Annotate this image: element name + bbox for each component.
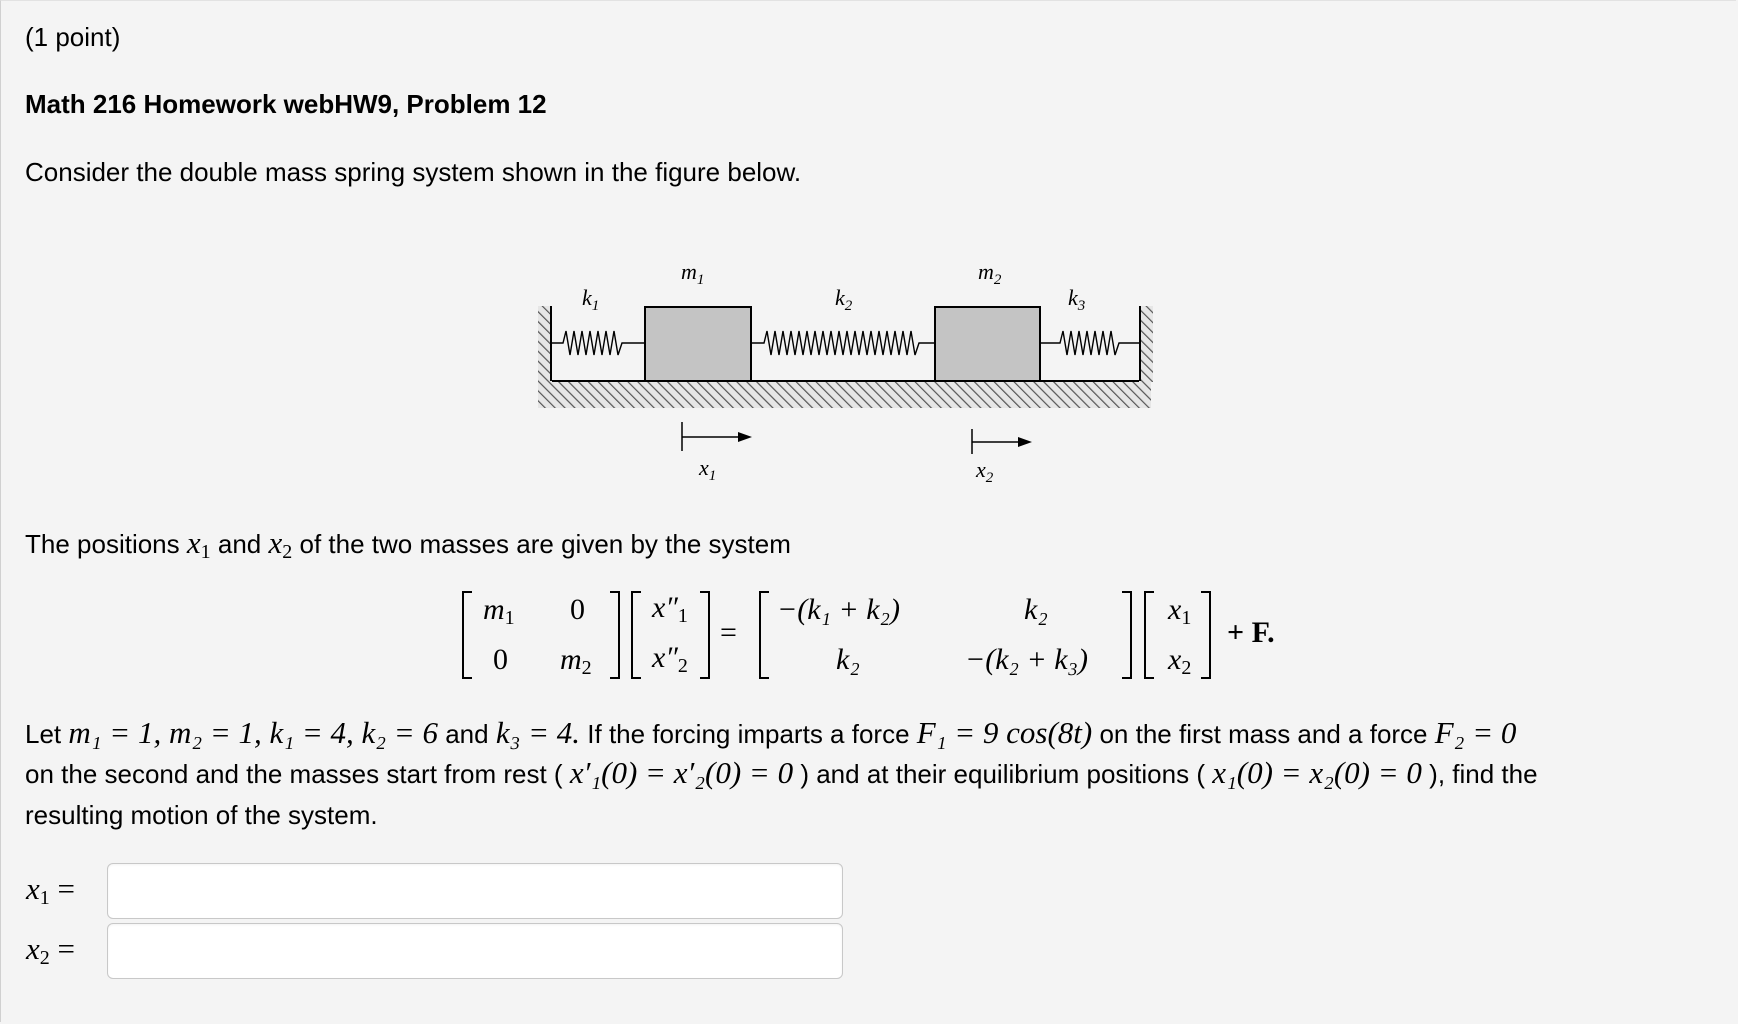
problem-line-3: resulting motion of the system. bbox=[25, 800, 378, 830]
vec-x2: $x_2$ bbox=[1168, 643, 1192, 679]
plus-F: + F. bbox=[1227, 616, 1275, 649]
answer-label-x1: $x_1$ = bbox=[26, 871, 75, 909]
x2-double-prime: $x''_2$ bbox=[652, 641, 688, 677]
label-k1: $k_1$ bbox=[582, 285, 600, 314]
intro-text: Consider the double mass spring system shown in the figure below. bbox=[25, 157, 802, 187]
right-wall bbox=[1139, 306, 1153, 382]
arrow-x1 bbox=[682, 422, 752, 451]
label-m2: $m_2$ bbox=[978, 259, 1002, 288]
label-x1: $x_1$ bbox=[699, 455, 717, 484]
spring-mass-figure bbox=[530, 255, 1160, 495]
mass-2 bbox=[935, 307, 1040, 381]
answer-label-x2: $x_2$ = bbox=[26, 931, 75, 969]
problem-line-1: Let m₁ = 1, m₂ = 1, k₁ = 4, k₂ = 6 and k₃ = 4. If the forcing imparts a force F₁ = 9 cos(8t) on the first mass and a force F₂ = 0 bbox=[25, 715, 1517, 750]
a11: −(k₁ + k₂) bbox=[777, 593, 900, 626]
points-label: (1 point) bbox=[25, 22, 121, 52]
a12: k₂ bbox=[1024, 593, 1048, 626]
answer-input-x1[interactable] bbox=[107, 863, 843, 919]
spring-k1 bbox=[551, 331, 645, 355]
vec-x1: $x_1$ bbox=[1168, 593, 1192, 629]
arrow-x2 bbox=[972, 429, 1032, 454]
system-intro: The positions $x_1$ and $x_2$ of the two masses are given by the system bbox=[25, 525, 791, 563]
label-k2: $k_2$ bbox=[835, 285, 853, 314]
label-k3: $k_3$ bbox=[1068, 285, 1086, 314]
problem-title: Math 216 Homework webHW9, Problem 12 bbox=[25, 89, 547, 119]
spring-k2 bbox=[751, 331, 935, 355]
problem-line-2: on the second and the masses start from rest ( x′₁(0) = x′₂(0) = 0 ) and at their equilibrium positions ( x₁(0) = x₂(0) = 0 ), find the bbox=[25, 755, 1538, 790]
floor-hatch bbox=[538, 381, 1151, 408]
mass-m22: $m_2$ bbox=[560, 643, 592, 679]
a22: −(k₂ + k₃) bbox=[965, 643, 1088, 676]
mass-m21: 0 bbox=[493, 643, 508, 676]
answer-input-x2[interactable] bbox=[107, 923, 843, 979]
label-x2: $x_2$ bbox=[976, 457, 994, 486]
mass-m11: $m_1$ bbox=[483, 593, 515, 629]
mass-m12: 0 bbox=[570, 593, 585, 626]
equals-sign: = bbox=[720, 616, 737, 649]
a21: k₂ bbox=[836, 643, 860, 676]
mass-1 bbox=[645, 307, 751, 381]
spring-k3 bbox=[1040, 331, 1140, 355]
label-m1: $m_1$ bbox=[681, 259, 705, 288]
left-wall bbox=[538, 306, 552, 382]
x1-double-prime: $x''_1$ bbox=[652, 591, 688, 627]
